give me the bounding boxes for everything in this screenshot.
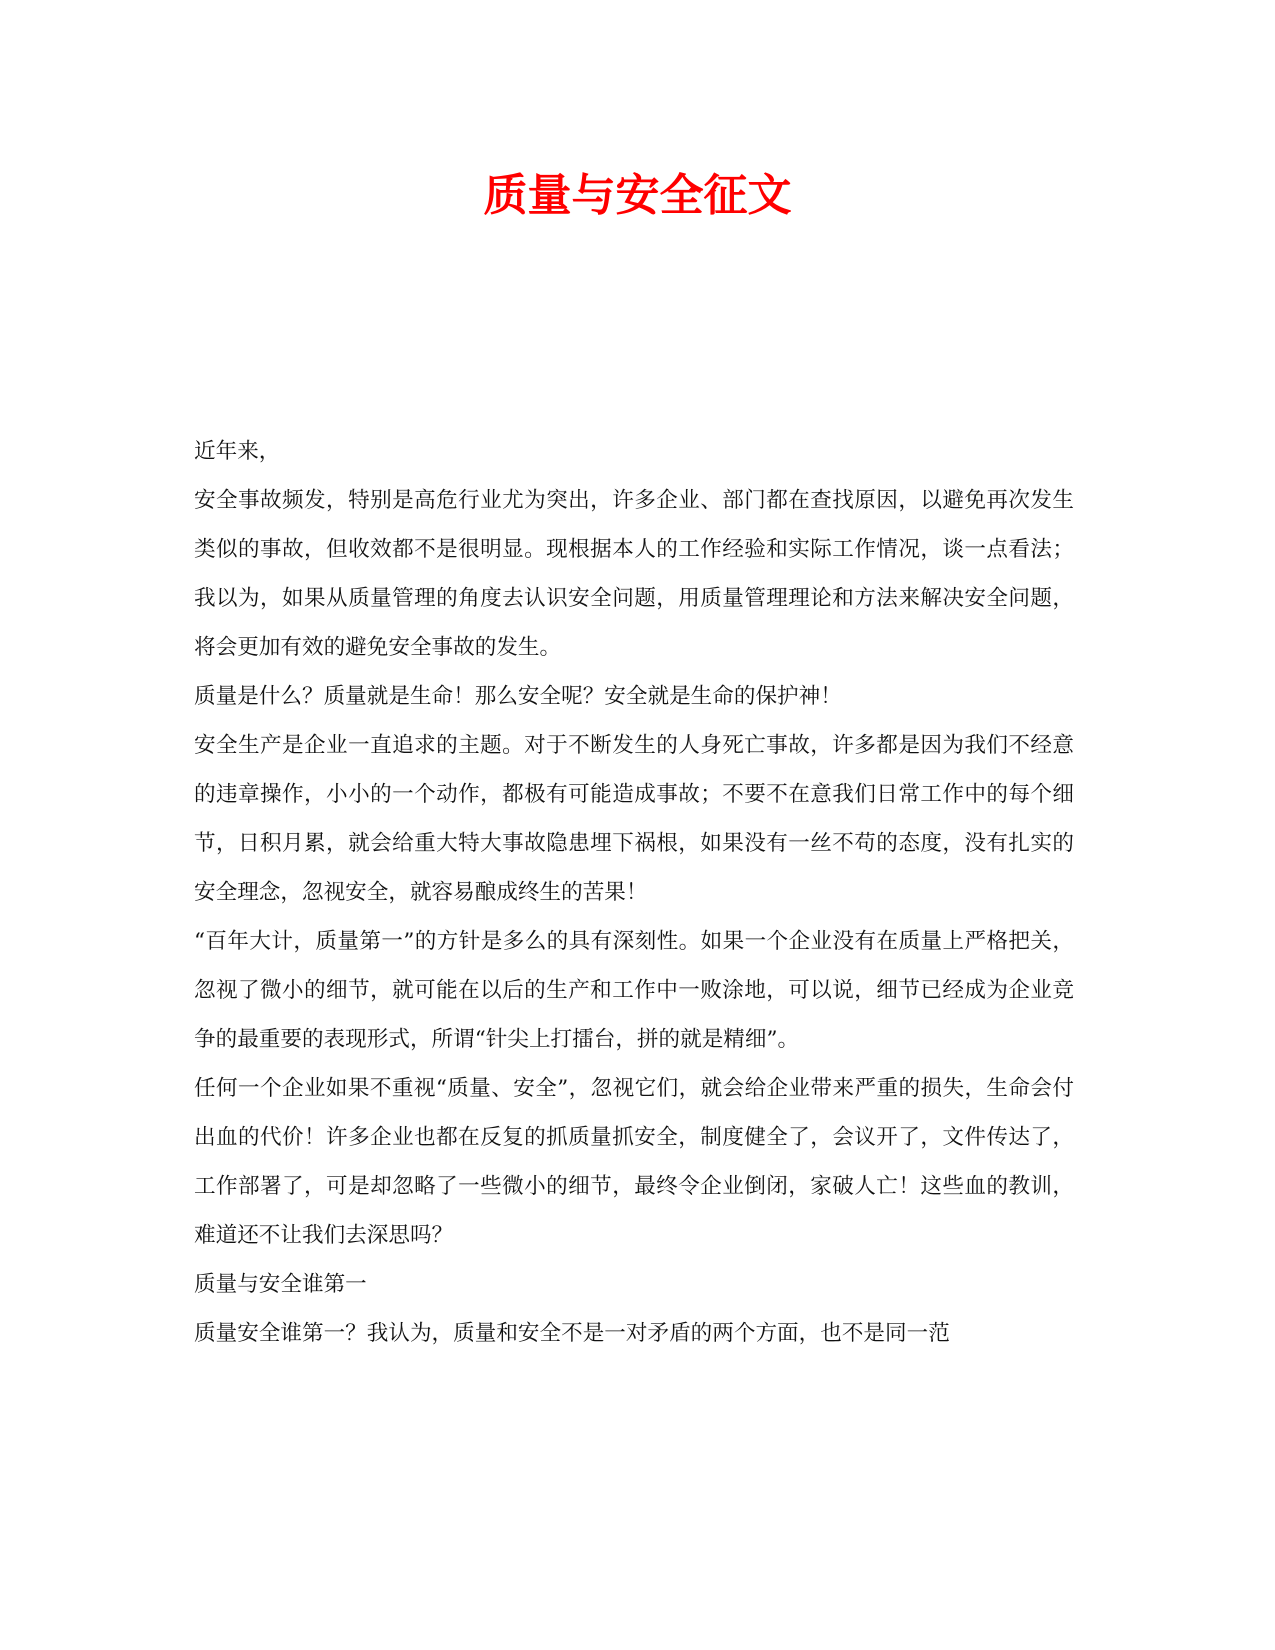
document-body xyxy=(194,427,1074,1358)
paragraph-1: 近年来， xyxy=(194,439,281,464)
paragraph-2: 安全事故频发，特别是高危行业尤为突出，许多企业、部门都在查找原因，以避免再次发生类似的事故，但收效都不是很明显。现根据本人的工作经验和实际工作情况，谈一点看法；我以为，如果从质量管理的角度去认识安全问题，用质量管理理论和方法来解决安全问题，将会更加有效的避免安全事故的发生。 xyxy=(194,488,1074,660)
paragraph-6: 任何一个企业如果不重视“质量、安全”，忽视它们，就会给企业带来严重的损失，生命会付出血的代价！许多企业也都在反复的抓质量抓安全，制度健全了，会议开了，文件传达了，工作部署了，可是却忽略了一些微小的细节，最终令企业倒闭，家破人亡！这些血的教训，难道还不让我们去深思吗？ xyxy=(194,1076,1074,1248)
paragraph-5: “百年大计，质量第一”的方针是多么的具有深刻性。如果一个企业没有在质量上严格把关，忽视了微小的细节，就可能在以后的生产和工作中一败涂地，可以说，细节已经成为企业竞争的最重要的表现形式，所谓“针尖上打擂台，拼的就是精细”。 xyxy=(194,929,1074,1052)
section-heading: 质量与安全谁第一 xyxy=(194,1272,367,1297)
paragraph-8: 质量安全谁第一？我认为，质量和安全不是一对矛盾的两个方面，也不是同一范 xyxy=(194,1321,950,1346)
paragraph-4: 安全生产是企业一直追求的主题。对于不断发生的人身死亡事故，许多都是因为我们不经意的违章操作，小小的一个动作，都极有可能造成事故；不要不在意我们日常工作中的每个细节，日积月累，就会给重大特大事故隐患埋下祸根，如果没有一丝不苟的态度，没有扎实的安全理念，忽视安全，就容易酿成终生的苦果！ xyxy=(194,733,1074,905)
paragraph-3: 质量是什么？质量就是生命！那么安全呢？安全就是生命的保护神！ xyxy=(194,684,842,709)
document-title: 质量与安全征文 xyxy=(483,170,792,221)
